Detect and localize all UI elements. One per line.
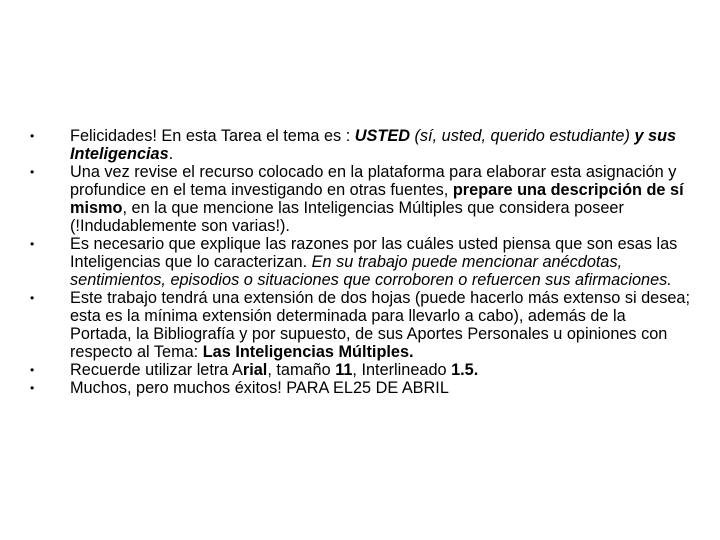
text-run: . [168,145,174,163]
text-run: rial [242,361,268,379]
bullet-icon: • [30,237,35,251]
text-run: Recuerde utilizar letra A [70,361,243,379]
text-run: Este trabajo tendrá una extensión de dos hojas (puede hacerlo más extenso si desea; esta es la mínima extensión determinada para llevarlo a cabo), además de la Portada, la Bibliografía y por supuesto, de sus Aportes Personales u opiniones con respecto al Tema: [70,289,690,361]
list-item-2 [30,163,690,235]
text-run: Una vez revise el recurso colocado en la plataforma para elaborar esta asignación y profundice en el tema investigando en otras fuentes, [70,163,677,199]
text-run: Muchos, pero muchos éxitos! PARA EL25 DE ABRIL [70,379,449,397]
text-run: Felicidades! En esta Tarea el tema es : [70,127,355,145]
text-run: 11 [335,361,353,379]
list-item-4 [30,289,690,361]
list-item-5 [30,361,690,379]
bullet-icon: • [30,363,35,377]
text-run: En su trabajo puede mencionar anécdotas, sentimientos, episodios o situaciones que corroboren o refuercen sus afirmaciones. [70,253,672,289]
text-run: , Interlineado [352,361,452,379]
bullet-icon: • [30,291,35,305]
text-run: prepare una descripción de sí mismo [70,181,684,217]
text-run: Las Inteligencias Múltiples. [202,343,414,361]
text-run: , tamaño [267,361,336,379]
assignment-instructions-list [30,127,690,397]
text-run: 1.5. [451,361,479,379]
list-item-1 [30,127,690,163]
text-run: (sí, usted, querido estudiante) [414,127,635,145]
text-run: , en la que mencione las Inteligencias Múltiples que considera poseer (!Indudablemente son varias!). [70,199,624,235]
text-run: y sus Inteligencias [70,127,677,163]
bullet-icon: • [30,381,35,395]
list-item-6 [30,379,690,397]
text-run: USTED [354,127,415,145]
bullet-icon: • [30,165,35,179]
text-run: Es necesario que explique las razones por las cuáles usted piensa que son esas las Inteligencias que lo caracterizan. [70,235,678,271]
bullet-icon: • [30,129,35,143]
list-item-3 [30,235,690,289]
